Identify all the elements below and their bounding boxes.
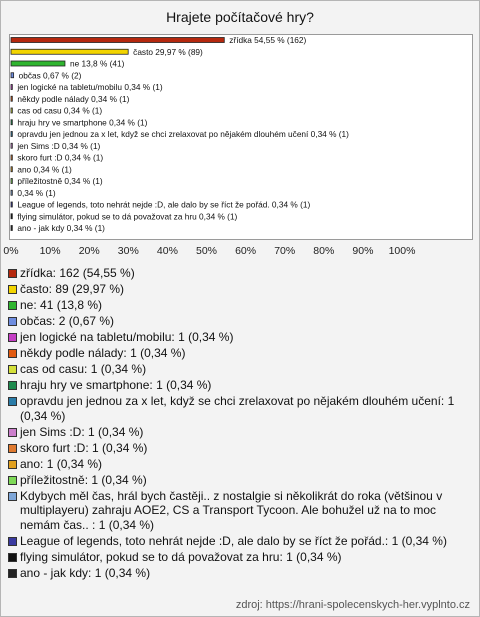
legend-label: flying simulátor, pokud se to dá považovat za hru: 1 (0,34 %) [20, 549, 342, 564]
x-tick-label: 40% [156, 245, 178, 257]
bar-label: zřídka 54,55 % (162) [229, 35, 307, 45]
bar [11, 73, 14, 78]
legend-swatch [8, 365, 17, 374]
legend-swatch [8, 317, 17, 326]
bar-label: jen Sims :D 0,34 % (1) [17, 140, 101, 151]
x-tick-label: 20% [78, 245, 100, 257]
legend-swatch [8, 349, 17, 358]
x-tick-label: 70% [274, 245, 296, 257]
bar [11, 108, 12, 113]
legend-label: občas: 2 (0,67 %) [20, 314, 115, 328]
legend-swatch [8, 428, 17, 437]
bar [11, 179, 12, 184]
bar-label: příležitostně 0,34 % (1) [17, 176, 103, 186]
legend-swatch [8, 569, 17, 578]
bar-label: skoro furt :D 0,34 % (1) [17, 152, 104, 163]
legend-label: opravdu jen jednou za x let, když se chci zrelaxovat po nějakém dlouhém učení: 1 (0,34 %) [20, 394, 455, 423]
legend-item [8, 362, 470, 377]
x-tick-label: 80% [313, 245, 335, 257]
legend-item [8, 330, 470, 345]
bar [11, 143, 12, 148]
legend-label: zřídka: 162 (54,55 %) [20, 266, 135, 280]
legend-label: často: 89 (29,97 %) [20, 282, 125, 296]
legend-label: jen Sims :D: 1 (0,34 %) [20, 424, 144, 439]
x-tick-label: 10% [39, 245, 61, 257]
legend-item [8, 441, 470, 456]
legend-item [8, 534, 470, 549]
bar [11, 38, 224, 43]
legend-label: někdy podle nálady: 1 (0,34 %) [20, 346, 186, 360]
legend-label: ne: 41 (13,8 %) [20, 298, 103, 312]
bar [11, 96, 12, 101]
legend-label: ano - jak kdy: 1 (0,34 %) [20, 565, 151, 580]
bar-label: flying simulátor, pokud se to dá považovat za hru 0,34 % (1) [17, 211, 238, 222]
legend-label: jen logické na tabletu/mobilu: 1 (0,34 %) [20, 330, 234, 344]
legend-swatch [8, 444, 17, 453]
x-tick-label: 60% [235, 245, 257, 257]
legend-label: hraju hry ve smartphone: 1 (0,34 %) [20, 378, 212, 392]
bar-label: někdy podle nálady 0,34 % (1) [17, 93, 130, 104]
legend-swatch [8, 492, 17, 501]
legend-label: League of legends, toto nehrát nejde :D, ale dalo by se říct že pořád.: 1 (0,34 %) [20, 533, 447, 548]
legend-swatch [8, 269, 17, 278]
x-tick-label: 100% [388, 245, 416, 257]
legend-item [8, 266, 470, 281]
legend-label: příležitostně: 1 (0,34 %) [20, 472, 147, 487]
legend-label: cas od casu: 1 (0,34 %) [20, 362, 147, 376]
legend-item [8, 298, 470, 313]
x-tick-label: 0% [3, 245, 19, 257]
bar [11, 155, 12, 160]
legend-swatch [8, 397, 17, 406]
bar-label: 0,34 % (1) [17, 187, 56, 198]
legend-item [8, 282, 470, 297]
legend-swatch [8, 476, 17, 485]
legend-swatch [8, 553, 17, 562]
bar-label: často 29,97 % (89) [133, 46, 203, 57]
bar-label: ne 13,8 % (41) [69, 58, 125, 69]
bar [11, 190, 12, 195]
legend-swatch [8, 537, 17, 546]
legend-item [8, 425, 470, 440]
legend-swatch [8, 381, 17, 390]
bar [11, 49, 128, 54]
bar-label: jen logické na tabletu/mobilu 0,34 % (1) [17, 82, 163, 92]
legend [8, 266, 470, 582]
x-tick-label: 50% [195, 245, 218, 257]
bar-label: ano - jak kdy 0,34 % (1) [17, 223, 105, 233]
bar [11, 202, 12, 207]
bar-label: občas 0,67 % (2) [18, 70, 82, 81]
chart-title: Hrajete počítačové hry? [166, 9, 314, 25]
bar [11, 85, 12, 90]
x-tick-label: 90% [352, 245, 374, 257]
bar-label: cas od casu 0,34 % (1) [17, 105, 103, 116]
legend-item [8, 550, 470, 565]
legend-item [8, 473, 470, 488]
legend-item [8, 346, 470, 361]
legend-item [8, 566, 470, 581]
bar-label: opravdu jen jednou za x let, když se chci zrelaxovat po nějakém dlouhém učení 0,34 % (1) [17, 129, 349, 139]
legend-item [8, 378, 470, 393]
source-text: zdroj: https://hrani-spolecenskych-her.vyplnto.cz [235, 599, 470, 611]
bar [11, 214, 12, 219]
bar [11, 167, 12, 172]
bar-chart [0, 0, 480, 262]
legend-item [8, 314, 470, 329]
bar [11, 226, 12, 231]
legend-label: skoro furt :D: 1 (0,34 %) [20, 440, 148, 455]
legend-swatch [8, 285, 17, 294]
x-tick-label: 30% [117, 245, 139, 257]
bar [11, 120, 12, 125]
bar-label: hraju hry ve smartphone 0,34 % (1) [17, 117, 148, 128]
bar-label: League of legends, toto nehrát nejde :D, ale dalo by se říct že pořád. 0,34 % (1) [17, 199, 311, 210]
legend-swatch [8, 460, 17, 469]
bar-label: ano 0,34 % (1) [17, 164, 72, 175]
legend-item [8, 489, 470, 533]
legend-item [8, 457, 470, 472]
bar [11, 132, 12, 137]
legend-swatch [8, 333, 17, 342]
legend-item [8, 394, 470, 423]
legend-swatch [8, 301, 17, 310]
legend-label: ano: 1 (0,34 %) [20, 456, 103, 471]
legend-label: Kdybych měl čas, hrál bych častěji.. z nostalgie si několikrát do roka (většinou v multiplayeru) zahraju AOE2, CS a Transport Tycoon. Ale bohužel už na to moc nemám čas.. : 1 (0,34 %) [20, 488, 443, 532]
bar [11, 61, 65, 66]
